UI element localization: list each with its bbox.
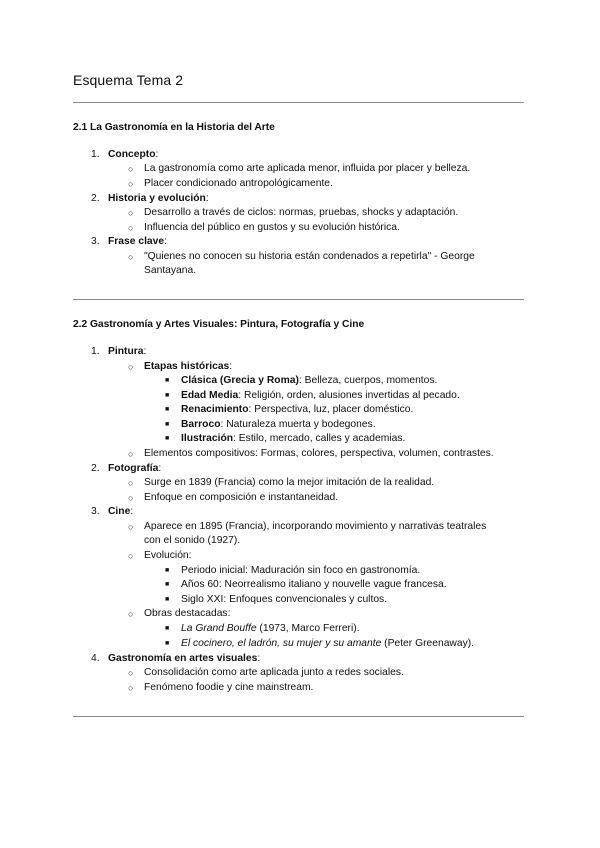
film-title: La Grand Bouffe [181, 623, 257, 634]
square-bullet-icon: ■ [165, 581, 170, 588]
etapa-name: Ilustración [181, 433, 234, 444]
list-subsubitem [181, 404, 413, 416]
circle-bullet-icon: ○ [128, 223, 134, 233]
etapa-name: Barroco [181, 419, 221, 430]
list-number: 4. [91, 653, 100, 664]
square-bullet-icon: ■ [165, 421, 170, 428]
circle-bullet-icon: ○ [128, 362, 134, 372]
quote-line: "Quienes no conocen su historia están condenados a repetirla" - George [144, 251, 475, 262]
list-item [108, 653, 260, 665]
list-subitem: Fenómeno foodie y cine mainstream. [144, 682, 314, 693]
list-subsubitem [181, 623, 360, 635]
item-suffix: : [164, 236, 167, 247]
list-number: 3. [91, 506, 100, 517]
circle-bullet-icon: ○ [128, 609, 134, 619]
list-subsubitem [181, 419, 376, 431]
document-title: Esquema Tema 2 [73, 72, 184, 88]
etapa-text: : Estilo, mercado, calles y academias. [233, 433, 406, 444]
list-subitem: Aparece en 1895 (Francia), incorporando movimiento y narrativas teatrales [144, 521, 487, 532]
item-suffix: : [205, 193, 209, 204]
list-subitem: Placer condicionado antropológicamente. [144, 178, 333, 189]
list-item [108, 149, 158, 161]
list-number: 3. [91, 236, 100, 247]
circle-bullet-icon: ○ [128, 668, 134, 678]
item-label: Frase clave [108, 236, 165, 247]
item-suffix: : [257, 653, 261, 664]
list-subitem: Evolución: [144, 550, 192, 561]
list-number: 1. [91, 149, 100, 160]
square-bullet-icon: ■ [165, 567, 170, 574]
square-bullet-icon: ■ [165, 406, 170, 413]
item-suffix: : [130, 506, 134, 517]
circle-bullet-icon: ○ [128, 522, 134, 532]
etapa-text: : Religión, orden, alusiones invertidas al pecado. [238, 390, 460, 401]
item-suffix: : [155, 149, 159, 160]
divider [73, 102, 524, 103]
circle-bullet-icon: ○ [128, 551, 134, 561]
film-detail: (Peter Greenaway). [381, 638, 475, 649]
circle-bullet-icon: ○ [128, 208, 134, 218]
circle-bullet-icon: ○ [128, 179, 134, 189]
section-heading: 2.2 Gastronomía y Artes Visuales: Pintura, Fotografía y Cine [73, 319, 365, 330]
divider [73, 716, 524, 717]
quote-line: Santayana. [144, 265, 197, 276]
list-subitem: Enfoque en composición e instantaneidad. [144, 492, 339, 503]
square-bullet-icon: ■ [165, 435, 170, 442]
list-subitem: Obras destacadas: [144, 608, 231, 619]
list-item [108, 236, 167, 248]
item-label: Cine [108, 506, 131, 517]
square-bullet-icon: ■ [165, 640, 170, 647]
list-number: 1. [91, 346, 100, 357]
etapa-name: Edad Media [181, 390, 239, 401]
list-item [108, 463, 161, 475]
section-heading: 2.1 La Gastronomía en la Historia del Arte [73, 122, 275, 133]
list-item [108, 346, 146, 358]
circle-bullet-icon: ○ [128, 493, 134, 503]
circle-bullet-icon: ○ [128, 683, 134, 693]
item-label: Fotografía [108, 463, 159, 474]
list-subsubitem [181, 638, 474, 650]
item-label: Pintura [108, 346, 144, 357]
list-subitem: La gastronomía como arte aplicada menor, influida por placer y belleza. [144, 163, 471, 174]
etapa-text: : Naturaleza muerta y bodegones. [220, 419, 376, 430]
list-number: 2. [91, 463, 100, 474]
film-detail: (1973, Marco Ferreri). [256, 623, 360, 634]
list-subitem: Consolidación como arte aplicada junto a redes sociales. [144, 667, 404, 678]
item-suffix: : [158, 463, 162, 474]
list-subitem: Desarrollo a través de ciclos: normas, pruebas, shocks y adaptación. [144, 207, 459, 218]
list-subitem [144, 361, 232, 373]
subitem-label: Etapas históricas [144, 361, 230, 372]
square-bullet-icon: ■ [165, 377, 170, 384]
divider [73, 299, 524, 300]
list-subsubitem [181, 375, 437, 387]
etapa-text: : Perspectiva, luz, placer doméstico. [248, 404, 414, 415]
circle-bullet-icon: ○ [128, 478, 134, 488]
etapa-text: : Belleza, cuerpos, momentos. [298, 375, 438, 386]
item-suffix: : [229, 361, 233, 372]
list-subitem: Influencia del público en gustos y su evolución histórica. [144, 222, 400, 233]
list-item [108, 193, 209, 205]
circle-bullet-icon: ○ [128, 252, 134, 262]
square-bullet-icon: ■ [165, 596, 170, 603]
etapa-name: Clásica (Grecia y Roma) [181, 375, 299, 386]
item-label: Historia y evolución [108, 193, 206, 204]
etapa-name: Renacimiento [181, 404, 249, 415]
list-item [108, 506, 133, 518]
list-subitem: Surge en 1839 (Francia) como la mejor imitación de la realidad. [144, 477, 435, 488]
circle-bullet-icon: ○ [128, 164, 134, 174]
list-subsubitem: Siglo XXI: Enfoques convencionales y cultos. [181, 594, 388, 605]
item-suffix: : [143, 346, 147, 357]
list-subitem: Elementos compositivos: Formas, colores, perspectiva, volumen, contrastes. [144, 448, 494, 459]
list-subsubitem: Años 60: Neorrealismo italiano y nouvelle vague francesa. [181, 579, 447, 590]
list-number: 2. [91, 193, 100, 204]
item-label: Gastronomía en artes visuales [108, 653, 258, 664]
list-subsubitem [181, 390, 460, 402]
list-subitem-continued: con el sonido (1927). [144, 535, 241, 546]
item-label: Concepto [108, 149, 156, 160]
square-bullet-icon: ■ [165, 625, 170, 632]
film-title: El cocinero, el ladrón, su mujer y su amante [181, 638, 382, 649]
list-subsubitem [181, 433, 405, 445]
square-bullet-icon: ■ [165, 392, 170, 399]
circle-bullet-icon: ○ [128, 449, 134, 459]
list-subsubitem: Periodo inicial: Maduración sin foco en gastronomía. [181, 565, 421, 576]
